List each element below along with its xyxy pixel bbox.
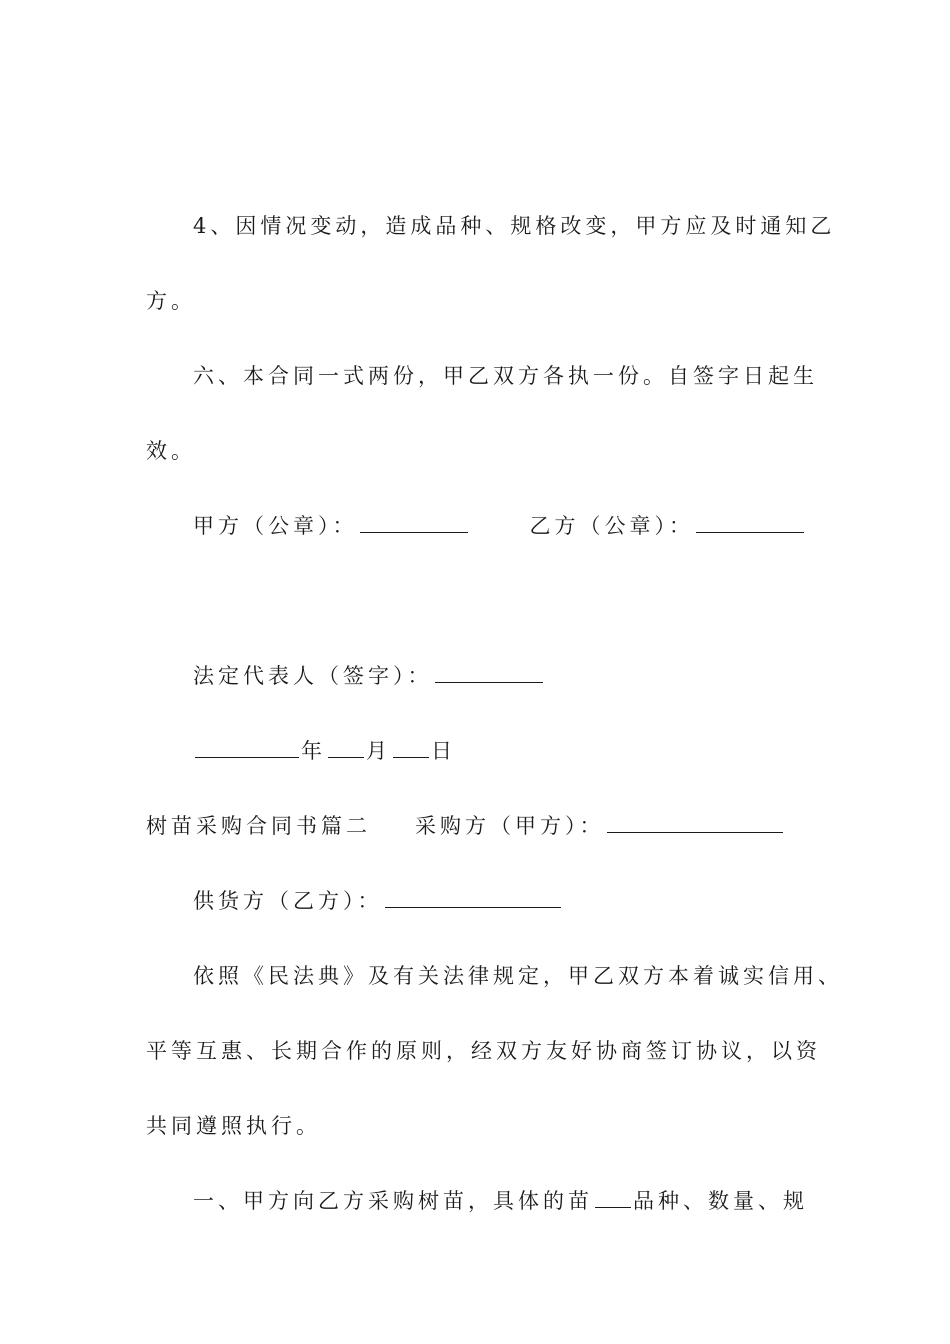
paragraph-6-line-1: 六、本合同一式两份，甲乙双方各执一份。自签字日起生 (193, 364, 818, 388)
seedling-blank (595, 1187, 631, 1208)
paragraph-4-line-1: 4、因情况变动，造成品种、规格改变，甲方应及时通知乙 (193, 214, 836, 238)
month-label: 月 (366, 739, 391, 763)
year-label: 年 (301, 739, 326, 763)
clause-1-line-1 (193, 1186, 808, 1216)
preamble-line-3: 共同遵照执行。 (146, 1114, 321, 1138)
party-a-seal-blank (360, 512, 468, 533)
paragraph-4-line-2: 方。 (146, 289, 196, 313)
party-b-seal-blank (696, 512, 804, 533)
party-a-seal-label: 甲方（公章）： (193, 514, 358, 538)
preamble-line-1: 依照《民法典》及有关法律规定，甲乙双方本着诚实信用、 (193, 964, 843, 988)
buyer-blank (607, 812, 783, 833)
legal-rep-row (193, 661, 545, 691)
section-title: 树苗采购合同书篇二 (146, 814, 371, 838)
legal-rep-blank (435, 662, 543, 683)
preamble-line-2: 平等互惠、长期合作的原则，经双方友好协商签订协议，以资 (146, 1039, 821, 1063)
supplier-label: 供货方（乙方）： (193, 889, 383, 913)
paragraph-6-line-2: 效。 (146, 439, 196, 463)
supplier-row (193, 886, 563, 916)
buyer-label: 采购方（甲方）： (415, 814, 605, 838)
date-row (193, 736, 456, 766)
party-b-seal-label: 乙方（公章）： (529, 514, 694, 538)
year-blank (195, 737, 299, 758)
legal-rep-label: 法定代表人（签字）： (193, 664, 433, 688)
month-blank (328, 737, 364, 758)
day-label: 日 (431, 739, 456, 763)
clause-1-part-1: 一、甲方向乙方采购树苗，具体的苗 (193, 1189, 593, 1213)
day-blank (393, 737, 429, 758)
signature-row (193, 511, 806, 541)
section-title-row (146, 811, 785, 841)
supplier-blank (385, 887, 561, 908)
clause-1-part-2: 品种、数量、规 (633, 1189, 808, 1213)
